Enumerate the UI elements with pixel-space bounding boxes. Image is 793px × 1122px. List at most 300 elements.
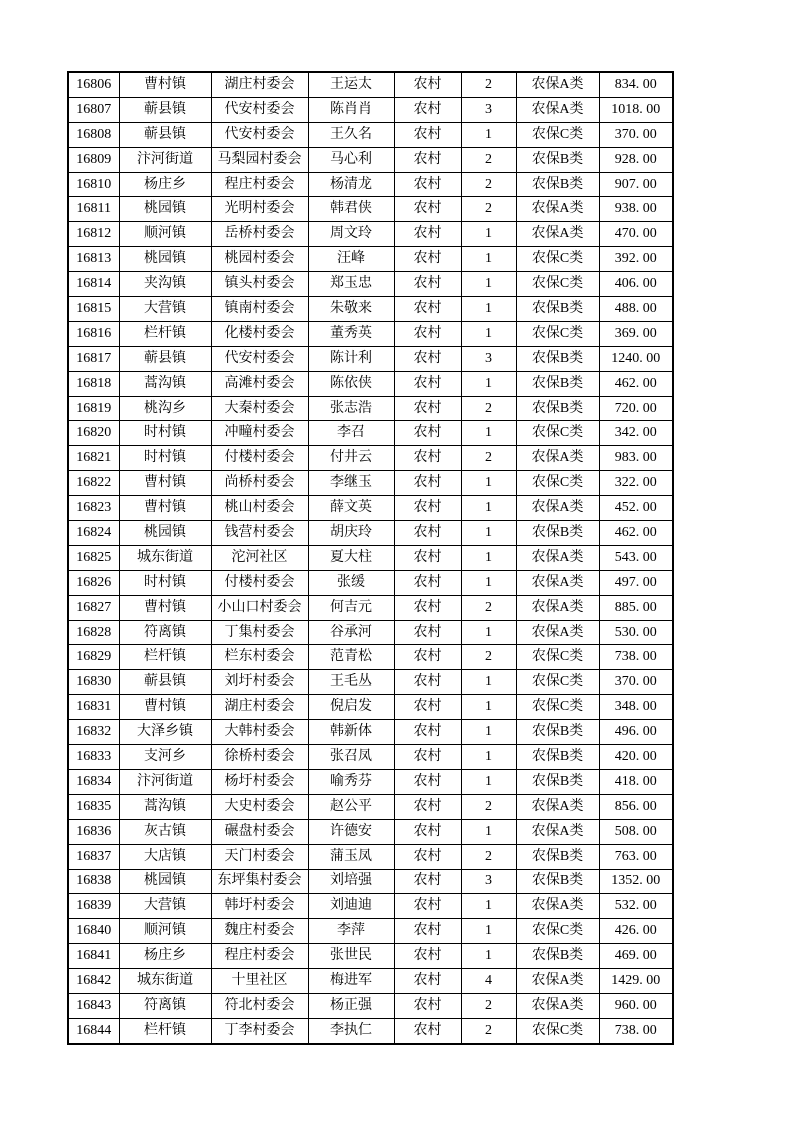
cell-amount: 1240. 00: [599, 346, 673, 371]
cell-insurance-category: 农保A类: [516, 595, 599, 620]
cell-sequence-number: 16818: [68, 371, 119, 396]
cell-sequence-number: 16816: [68, 321, 119, 346]
cell-town: 汴河街道: [119, 769, 211, 794]
cell-town: 蒿沟镇: [119, 794, 211, 819]
cell-sequence-number: 16811: [68, 197, 119, 222]
cell-insurance-category: 农保A类: [516, 570, 599, 595]
cell-person-count: 2: [461, 645, 516, 670]
cell-town: 大店镇: [119, 844, 211, 869]
cell-amount: 530. 00: [599, 620, 673, 645]
cell-sequence-number: 16835: [68, 794, 119, 819]
cell-person-count: 1: [461, 421, 516, 446]
cell-person-name: 范青松: [308, 645, 394, 670]
cell-town: 蕲县镇: [119, 670, 211, 695]
cell-sequence-number: 16839: [68, 894, 119, 919]
cell-residence-type: 农村: [394, 371, 461, 396]
cell-town: 蒿沟镇: [119, 371, 211, 396]
cell-sequence-number: 16842: [68, 969, 119, 994]
cell-village-committee: 尚桥村委会: [211, 471, 308, 496]
cell-town: 栏杆镇: [119, 1018, 211, 1043]
cell-village-committee: 光明村委会: [211, 197, 308, 222]
cell-person-count: 1: [461, 297, 516, 322]
cell-insurance-category: 农保A类: [516, 993, 599, 1018]
cell-village-committee: 韩圩村委会: [211, 894, 308, 919]
table-row: [68, 570, 673, 595]
cell-amount: 348. 00: [599, 695, 673, 720]
table-row: [68, 745, 673, 770]
cell-amount: 392. 00: [599, 247, 673, 272]
cell-amount: 370. 00: [599, 670, 673, 695]
cell-town: 顺河镇: [119, 222, 211, 247]
cell-residence-type: 农村: [394, 346, 461, 371]
cell-residence-type: 农村: [394, 944, 461, 969]
cell-amount: 420. 00: [599, 745, 673, 770]
cell-person-name: 刘培强: [308, 869, 394, 894]
cell-person-count: 2: [461, 794, 516, 819]
cell-residence-type: 农村: [394, 869, 461, 894]
cell-sequence-number: 16834: [68, 769, 119, 794]
cell-amount: 885. 00: [599, 595, 673, 620]
cell-residence-type: 农村: [394, 421, 461, 446]
table-row: [68, 122, 673, 147]
cell-person-count: 2: [461, 595, 516, 620]
cell-amount: 928. 00: [599, 147, 673, 172]
cell-insurance-category: 农保C类: [516, 1018, 599, 1043]
cell-sequence-number: 16829: [68, 645, 119, 670]
table-row: [68, 496, 673, 521]
cell-residence-type: 农村: [394, 297, 461, 322]
cell-insurance-category: 农保C类: [516, 421, 599, 446]
cell-insurance-category: 农保A类: [516, 197, 599, 222]
cell-sequence-number: 16836: [68, 819, 119, 844]
cell-person-name: 王运太: [308, 72, 394, 97]
cell-village-committee: 付楼村委会: [211, 570, 308, 595]
cell-sequence-number: 16833: [68, 745, 119, 770]
cell-insurance-category: 农保B类: [516, 844, 599, 869]
cell-village-committee: 代安村委会: [211, 122, 308, 147]
cell-residence-type: 农村: [394, 720, 461, 745]
cell-residence-type: 农村: [394, 769, 461, 794]
cell-town: 大营镇: [119, 894, 211, 919]
cell-residence-type: 农村: [394, 645, 461, 670]
cell-person-count: 3: [461, 869, 516, 894]
cell-sequence-number: 16822: [68, 471, 119, 496]
cell-sequence-number: 16819: [68, 396, 119, 421]
cell-amount: 834. 00: [599, 72, 673, 97]
cell-village-committee: 碾盘村委会: [211, 819, 308, 844]
cell-residence-type: 农村: [394, 969, 461, 994]
cell-person-name: 倪启发: [308, 695, 394, 720]
cell-village-committee: 岳桥村委会: [211, 222, 308, 247]
cell-village-committee: 小山口村委会: [211, 595, 308, 620]
cell-person-count: 1: [461, 819, 516, 844]
table-row: [68, 222, 673, 247]
cell-amount: 342. 00: [599, 421, 673, 446]
cell-town: 蕲县镇: [119, 97, 211, 122]
cell-sequence-number: 16844: [68, 1018, 119, 1043]
cell-insurance-category: 农保A类: [516, 97, 599, 122]
cell-village-committee: 丁李村委会: [211, 1018, 308, 1043]
cell-town: 曹村镇: [119, 72, 211, 97]
cell-sequence-number: 16824: [68, 521, 119, 546]
cell-village-committee: 符北村委会: [211, 993, 308, 1018]
cell-town: 桃园镇: [119, 197, 211, 222]
benefit-table: [67, 71, 674, 1045]
cell-person-name: 蒲玉凤: [308, 844, 394, 869]
cell-person-count: 2: [461, 396, 516, 421]
table-row: [68, 272, 673, 297]
cell-town: 杨庄乡: [119, 172, 211, 197]
cell-residence-type: 农村: [394, 844, 461, 869]
cell-residence-type: 农村: [394, 819, 461, 844]
cell-village-committee: 大韩村委会: [211, 720, 308, 745]
cell-person-name: 张世民: [308, 944, 394, 969]
cell-insurance-category: 农保B类: [516, 396, 599, 421]
cell-amount: 369. 00: [599, 321, 673, 346]
cell-insurance-category: 农保A类: [516, 222, 599, 247]
cell-person-name: 周文玲: [308, 222, 394, 247]
cell-town: 蕲县镇: [119, 346, 211, 371]
cell-insurance-category: 农保C类: [516, 321, 599, 346]
cell-person-count: 1: [461, 122, 516, 147]
cell-village-committee: 代安村委会: [211, 346, 308, 371]
cell-amount: 738. 00: [599, 1018, 673, 1043]
cell-person-count: 1: [461, 720, 516, 745]
cell-amount: 720. 00: [599, 396, 673, 421]
cell-residence-type: 农村: [394, 620, 461, 645]
cell-town: 汴河街道: [119, 147, 211, 172]
cell-amount: 462. 00: [599, 371, 673, 396]
cell-residence-type: 农村: [394, 321, 461, 346]
cell-amount: 370. 00: [599, 122, 673, 147]
cell-person-name: 刘迪迪: [308, 894, 394, 919]
cell-town: 大营镇: [119, 297, 211, 322]
cell-sequence-number: 16840: [68, 919, 119, 944]
cell-sequence-number: 16817: [68, 346, 119, 371]
cell-sequence-number: 16808: [68, 122, 119, 147]
cell-town: 桃园镇: [119, 247, 211, 272]
cell-village-committee: 徐桥村委会: [211, 745, 308, 770]
cell-person-name: 杨清龙: [308, 172, 394, 197]
table-row: [68, 794, 673, 819]
cell-person-count: 1: [461, 570, 516, 595]
cell-residence-type: 农村: [394, 670, 461, 695]
cell-insurance-category: 农保A类: [516, 545, 599, 570]
cell-residence-type: 农村: [394, 222, 461, 247]
cell-insurance-category: 农保C类: [516, 645, 599, 670]
cell-village-committee: 冲疃村委会: [211, 421, 308, 446]
cell-town: 大泽乡镇: [119, 720, 211, 745]
cell-person-count: 4: [461, 969, 516, 994]
table-row: [68, 919, 673, 944]
cell-insurance-category: 农保A类: [516, 794, 599, 819]
cell-village-committee: 天门村委会: [211, 844, 308, 869]
cell-person-name: 许德安: [308, 819, 394, 844]
table-row: [68, 97, 673, 122]
cell-village-committee: 刘圩村委会: [211, 670, 308, 695]
cell-village-committee: 程庄村委会: [211, 172, 308, 197]
cell-person-count: 1: [461, 919, 516, 944]
cell-insurance-category: 农保B类: [516, 172, 599, 197]
cell-insurance-category: 农保A类: [516, 819, 599, 844]
table-row: [68, 695, 673, 720]
cell-amount: 983. 00: [599, 446, 673, 471]
cell-person-name: 王久名: [308, 122, 394, 147]
cell-sequence-number: 16807: [68, 97, 119, 122]
cell-person-count: 1: [461, 247, 516, 272]
cell-insurance-category: 农保C类: [516, 272, 599, 297]
cell-residence-type: 农村: [394, 97, 461, 122]
cell-village-committee: 沱河社区: [211, 545, 308, 570]
cell-person-count: 1: [461, 272, 516, 297]
table-row: [68, 346, 673, 371]
cell-person-name: 李执仁: [308, 1018, 394, 1043]
table-row: [68, 446, 673, 471]
cell-sequence-number: 16828: [68, 620, 119, 645]
cell-person-name: 陈依侠: [308, 371, 394, 396]
table-row: [68, 620, 673, 645]
cell-amount: 462. 00: [599, 521, 673, 546]
cell-person-count: 1: [461, 745, 516, 770]
cell-person-count: 1: [461, 222, 516, 247]
cell-insurance-category: 农保B类: [516, 869, 599, 894]
cell-person-count: 2: [461, 147, 516, 172]
cell-residence-type: 农村: [394, 72, 461, 97]
cell-insurance-category: 农保B类: [516, 720, 599, 745]
cell-person-count: 1: [461, 670, 516, 695]
cell-town: 曹村镇: [119, 471, 211, 496]
cell-amount: 470. 00: [599, 222, 673, 247]
cell-person-name: 郑玉忠: [308, 272, 394, 297]
cell-insurance-category: 农保C类: [516, 471, 599, 496]
cell-insurance-category: 农保C类: [516, 695, 599, 720]
cell-person-name: 谷承河: [308, 620, 394, 645]
cell-town: 栏杆镇: [119, 645, 211, 670]
cell-residence-type: 农村: [394, 993, 461, 1018]
table-row: [68, 595, 673, 620]
cell-residence-type: 农村: [394, 446, 461, 471]
cell-person-count: 1: [461, 371, 516, 396]
cell-insurance-category: 农保C类: [516, 247, 599, 272]
cell-person-name: 韩新体: [308, 720, 394, 745]
cell-village-committee: 镇头村委会: [211, 272, 308, 297]
table-row: [68, 421, 673, 446]
cell-person-count: 2: [461, 1018, 516, 1043]
cell-sequence-number: 16823: [68, 496, 119, 521]
cell-town: 夹沟镇: [119, 272, 211, 297]
cell-insurance-category: 农保B类: [516, 521, 599, 546]
cell-person-count: 1: [461, 894, 516, 919]
cell-person-name: 张志浩: [308, 396, 394, 421]
cell-residence-type: 农村: [394, 396, 461, 421]
cell-person-count: 3: [461, 97, 516, 122]
cell-residence-type: 农村: [394, 894, 461, 919]
cell-amount: 406. 00: [599, 272, 673, 297]
cell-person-name: 王毛丛: [308, 670, 394, 695]
cell-person-name: 杨正强: [308, 993, 394, 1018]
cell-person-count: 1: [461, 496, 516, 521]
table-row: [68, 72, 673, 97]
cell-person-count: 2: [461, 844, 516, 869]
cell-town: 城东街道: [119, 545, 211, 570]
table-row: [68, 969, 673, 994]
cell-village-committee: 钱营村委会: [211, 521, 308, 546]
table-row: [68, 993, 673, 1018]
cell-residence-type: 农村: [394, 919, 461, 944]
cell-person-name: 张缓: [308, 570, 394, 595]
cell-insurance-category: 农保B类: [516, 297, 599, 322]
cell-sequence-number: 16825: [68, 545, 119, 570]
cell-town: 桃沟乡: [119, 396, 211, 421]
cell-sequence-number: 16810: [68, 172, 119, 197]
cell-person-name: 赵公平: [308, 794, 394, 819]
cell-town: 顺河镇: [119, 919, 211, 944]
cell-village-committee: 马梨园村委会: [211, 147, 308, 172]
cell-town: 支河乡: [119, 745, 211, 770]
cell-insurance-category: 农保B类: [516, 371, 599, 396]
cell-amount: 452. 00: [599, 496, 673, 521]
table-row: [68, 819, 673, 844]
cell-person-name: 李继玉: [308, 471, 394, 496]
cell-residence-type: 农村: [394, 545, 461, 570]
cell-residence-type: 农村: [394, 272, 461, 297]
cell-village-committee: 镇南村委会: [211, 297, 308, 322]
cell-residence-type: 农村: [394, 496, 461, 521]
cell-sequence-number: 16843: [68, 993, 119, 1018]
cell-amount: 508. 00: [599, 819, 673, 844]
cell-amount: 418. 00: [599, 769, 673, 794]
cell-insurance-category: 农保B类: [516, 147, 599, 172]
cell-person-name: 汪峰: [308, 247, 394, 272]
cell-town: 栏杆镇: [119, 321, 211, 346]
table-row: [68, 645, 673, 670]
cell-town: 曹村镇: [119, 595, 211, 620]
cell-town: 时村镇: [119, 446, 211, 471]
cell-village-committee: 付楼村委会: [211, 446, 308, 471]
cell-insurance-category: 农保C类: [516, 919, 599, 944]
cell-person-count: 1: [461, 620, 516, 645]
cell-sequence-number: 16820: [68, 421, 119, 446]
cell-person-name: 董秀英: [308, 321, 394, 346]
cell-person-count: 3: [461, 346, 516, 371]
cell-town: 时村镇: [119, 570, 211, 595]
cell-amount: 907. 00: [599, 172, 673, 197]
cell-town: 符离镇: [119, 620, 211, 645]
cell-sequence-number: 16831: [68, 695, 119, 720]
table-row: [68, 471, 673, 496]
cell-amount: 738. 00: [599, 645, 673, 670]
cell-amount: 469. 00: [599, 944, 673, 969]
cell-person-name: 夏大柱: [308, 545, 394, 570]
cell-person-count: 2: [461, 993, 516, 1018]
cell-sequence-number: 16806: [68, 72, 119, 97]
cell-person-name: 何吉元: [308, 595, 394, 620]
cell-village-committee: 化楼村委会: [211, 321, 308, 346]
cell-person-name: 张召凤: [308, 745, 394, 770]
cell-residence-type: 农村: [394, 570, 461, 595]
cell-village-committee: 程庄村委会: [211, 944, 308, 969]
table-row: [68, 869, 673, 894]
cell-amount: 960. 00: [599, 993, 673, 1018]
cell-person-count: 1: [461, 769, 516, 794]
table-row: [68, 545, 673, 570]
cell-amount: 532. 00: [599, 894, 673, 919]
cell-sequence-number: 16813: [68, 247, 119, 272]
table-body: [68, 72, 673, 1044]
cell-sequence-number: 16837: [68, 844, 119, 869]
table-row: [68, 769, 673, 794]
cell-amount: 1429. 00: [599, 969, 673, 994]
cell-person-name: 陈计利: [308, 346, 394, 371]
table-row: [68, 521, 673, 546]
cell-village-committee: 丁集村委会: [211, 620, 308, 645]
cell-insurance-category: 农保B类: [516, 944, 599, 969]
cell-amount: 322. 00: [599, 471, 673, 496]
cell-town: 桃园镇: [119, 521, 211, 546]
cell-village-committee: 大秦村委会: [211, 396, 308, 421]
cell-insurance-category: 农保C类: [516, 122, 599, 147]
cell-town: 桃园镇: [119, 869, 211, 894]
cell-village-committee: 桃山村委会: [211, 496, 308, 521]
cell-sequence-number: 16827: [68, 595, 119, 620]
cell-insurance-category: 农保A类: [516, 446, 599, 471]
cell-person-name: 胡庆玲: [308, 521, 394, 546]
cell-town: 符离镇: [119, 993, 211, 1018]
cell-person-name: 李萍: [308, 919, 394, 944]
cell-person-name: 李召: [308, 421, 394, 446]
table-row: [68, 147, 673, 172]
cell-sequence-number: 16832: [68, 720, 119, 745]
table-row: [68, 944, 673, 969]
cell-town: 杨庄乡: [119, 944, 211, 969]
cell-residence-type: 农村: [394, 595, 461, 620]
cell-residence-type: 农村: [394, 122, 461, 147]
cell-amount: 938. 00: [599, 197, 673, 222]
cell-amount: 543. 00: [599, 545, 673, 570]
cell-person-name: 朱敬来: [308, 297, 394, 322]
table-row: [68, 247, 673, 272]
cell-sequence-number: 16838: [68, 869, 119, 894]
cell-village-committee: 十里社区: [211, 969, 308, 994]
cell-amount: 1018. 00: [599, 97, 673, 122]
cell-residence-type: 农村: [394, 197, 461, 222]
cell-residence-type: 农村: [394, 247, 461, 272]
cell-village-committee: 大史村委会: [211, 794, 308, 819]
table-row: [68, 396, 673, 421]
cell-person-count: 1: [461, 695, 516, 720]
cell-person-count: 2: [461, 172, 516, 197]
cell-person-name: 梅进军: [308, 969, 394, 994]
cell-town: 曹村镇: [119, 695, 211, 720]
cell-insurance-category: 农保A类: [516, 72, 599, 97]
cell-sequence-number: 16814: [68, 272, 119, 297]
cell-amount: 496. 00: [599, 720, 673, 745]
cell-person-count: 2: [461, 446, 516, 471]
cell-sequence-number: 16812: [68, 222, 119, 247]
cell-amount: 1352. 00: [599, 869, 673, 894]
cell-residence-type: 农村: [394, 471, 461, 496]
cell-insurance-category: 农保A类: [516, 894, 599, 919]
cell-village-committee: 魏庄村委会: [211, 919, 308, 944]
cell-sequence-number: 16821: [68, 446, 119, 471]
cell-village-committee: 高滩村委会: [211, 371, 308, 396]
cell-town: 城东街道: [119, 969, 211, 994]
cell-sequence-number: 16815: [68, 297, 119, 322]
cell-person-count: 1: [461, 471, 516, 496]
cell-person-count: 1: [461, 321, 516, 346]
cell-residence-type: 农村: [394, 794, 461, 819]
table-row: [68, 297, 673, 322]
